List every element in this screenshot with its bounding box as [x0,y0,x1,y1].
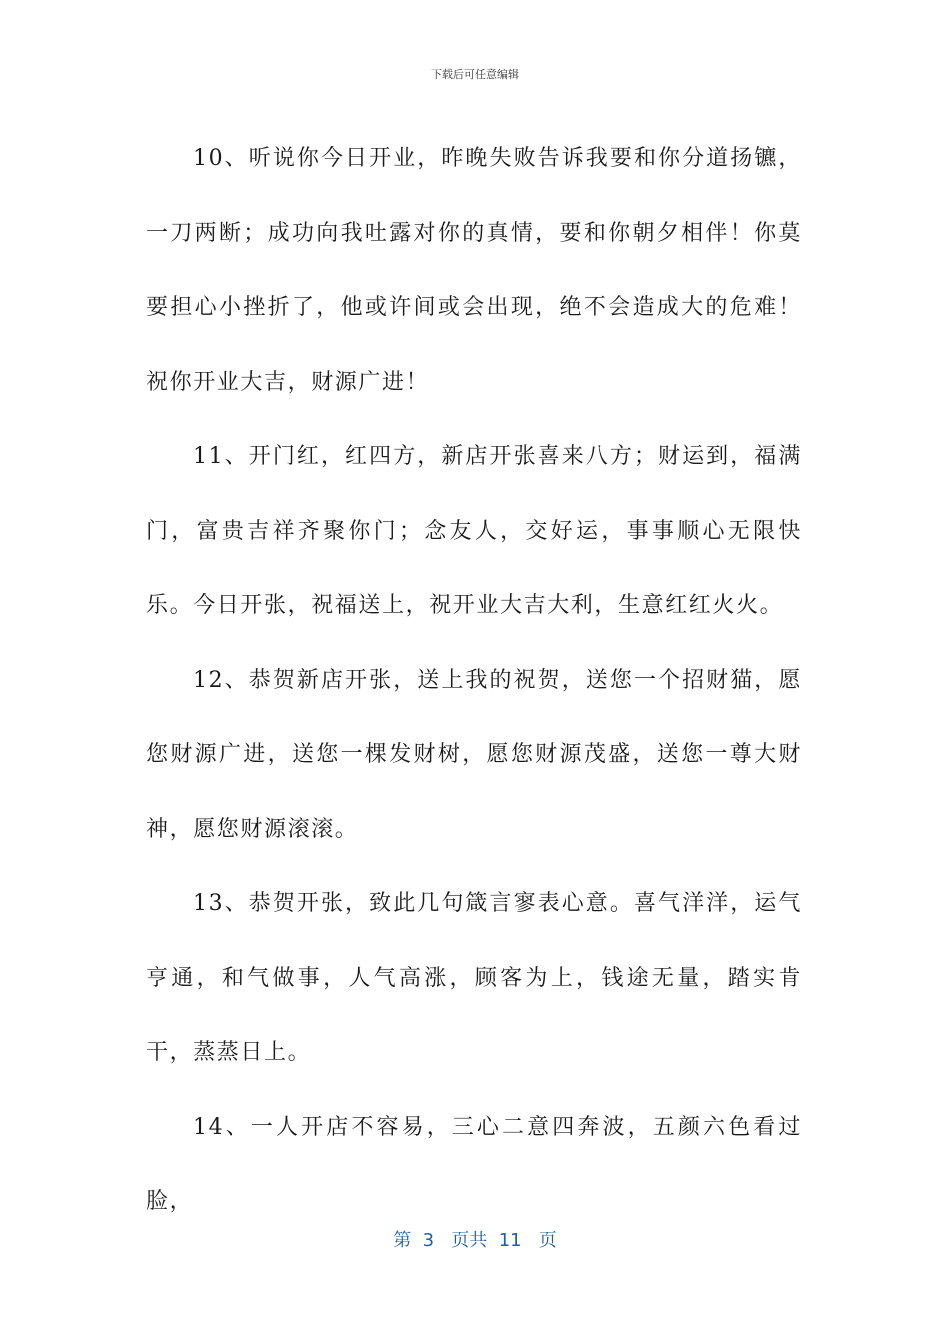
paragraph-11: 11、开门红，红四方，新店开张喜来八方；财运到，福满门，富贵吉祥齐聚你门；念友人，交好运，事事顺心无限快乐。今日开张，祝福送上，祝开业大吉大利，生意红红火火。 [146,444,802,618]
footer-current-page: 3 [422,1230,435,1251]
footer-suffix: 页 [538,1230,557,1251]
page-footer [0,1226,950,1252]
footer-prefix: 第 [393,1230,412,1251]
paragraph-13: 13、恭贺开张，致此几句箴言寥表心意。喜气洋洋，运气亨通，和气做事，人气高涨，顾客为上，钱途无量，踏实肯干，蒸蒸日上。 [146,891,802,1065]
paragraph-12: 12、恭贺新店开张，送上我的祝贺，送您一个招财猫，愿您财源广进，送您一棵发财树，愿您财源茂盛，送您一尊大财神，愿您财源滚滚。 [146,667,802,842]
header-note: 下载后可任意编辑 [431,68,519,81]
paragraph-10: 10、听说你今日开业，昨晚失败告诉我要和你分道扬镳，一刀两断；成功向我吐露对你的真情，要和你朝夕相伴！你莫要担心小挫折了，他或许间或会出现，绝不会造成大的危难！祝你开业大吉，财源广进！ [146,146,802,395]
footer-middle: 页共 [451,1230,488,1251]
footer-total-pages: 11 [498,1230,522,1251]
body-text [146,122,802,1240]
paragraph-14: 14、一人开店不容易，三心二意四奔波，五颜六色看过脸， [146,1114,802,1214]
